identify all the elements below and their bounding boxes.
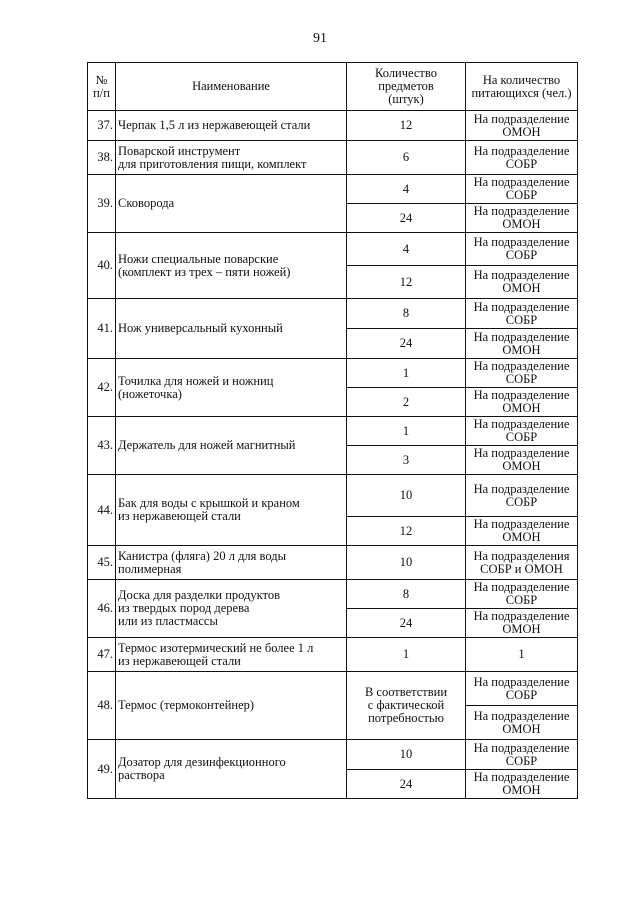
item-quantity: 8 — [347, 580, 466, 609]
item-name: Бак для воды с крышкой и краном из нержавеющей стали — [116, 475, 347, 546]
item-quantity: 1 — [347, 417, 466, 446]
table-row — [88, 672, 578, 706]
item-name: Термос (термоконтейнер) — [116, 672, 347, 740]
item-recipient: На подразделение ОМОН — [466, 388, 578, 417]
item-recipient: 1 — [466, 638, 578, 672]
item-name: Термос изотермический не более 1 л из нержавеющей стали — [116, 638, 347, 672]
item-quantity: 10 — [347, 740, 466, 770]
table-row — [88, 359, 578, 388]
item-quantity: 24 — [347, 609, 466, 638]
header-num: № п/п — [88, 63, 116, 111]
page-number: 91 — [313, 31, 327, 46]
item-recipient: На подразделение СОБР — [466, 580, 578, 609]
header-who: На количество питающихся (чел.) — [466, 63, 578, 111]
item-quantity: 1 — [347, 359, 466, 388]
item-quantity: 2 — [347, 388, 466, 417]
item-quantity: 24 — [347, 770, 466, 799]
item-quantity: 4 — [347, 175, 466, 204]
item-name: Точилка для ножей и ножниц (ножеточка) — [116, 359, 347, 417]
item-recipient: На подразделение ОМОН — [466, 266, 578, 299]
row-number: 40. — [88, 233, 116, 299]
row-number: 49. — [88, 740, 116, 799]
item-recipient: На подразделение СОБР — [466, 175, 578, 204]
row-number: 41. — [88, 299, 116, 359]
table-row — [88, 175, 578, 204]
item-recipient: На подразделение ОМОН — [466, 517, 578, 546]
item-quantity: 24 — [347, 329, 466, 359]
item-quantity: 3 — [347, 446, 466, 475]
table-row — [88, 417, 578, 446]
item-recipient: На подразделение ОМОН — [466, 111, 578, 141]
item-name: Ножи специальные поварские (комплект из трех – пяти ножей) — [116, 233, 347, 299]
item-recipient: На подразделение ОМОН — [466, 204, 578, 233]
row-number: 46. — [88, 580, 116, 638]
row-number: 45. — [88, 546, 116, 580]
row-number: 37. — [88, 111, 116, 141]
item-recipient: На подразделение СОБР — [466, 475, 578, 517]
table-row — [88, 475, 578, 517]
table-row — [88, 299, 578, 329]
table-row — [88, 740, 578, 770]
table-row — [88, 141, 578, 175]
item-quantity: 10 — [347, 546, 466, 580]
item-quantity: 8 — [347, 299, 466, 329]
item-name: Доска для разделки продуктов из твердых пород дерева или из пластмассы — [116, 580, 347, 638]
item-quantity: 1 — [347, 638, 466, 672]
item-quantity: 12 — [347, 111, 466, 141]
table-row — [88, 233, 578, 266]
item-recipient: На подразделение СОБР — [466, 299, 578, 329]
item-name: Черпак 1,5 л из нержавеющей стали — [116, 111, 347, 141]
item-recipient: На подразделение ОМОН — [466, 706, 578, 740]
item-recipient: На подразделения СОБР и ОМОН — [466, 546, 578, 580]
table-header-row — [88, 63, 578, 111]
row-number: 42. — [88, 359, 116, 417]
item-recipient: На подразделение ОМОН — [466, 446, 578, 475]
item-recipient: На подразделение СОБР — [466, 359, 578, 388]
table-row — [88, 111, 578, 141]
row-number: 47. — [88, 638, 116, 672]
item-recipient: На подразделение ОМОН — [466, 329, 578, 359]
row-number: 43. — [88, 417, 116, 475]
item-quantity: 12 — [347, 266, 466, 299]
equipment-table — [87, 62, 578, 799]
item-recipient: На подразделение СОБР — [466, 233, 578, 266]
item-name: Сковорода — [116, 175, 347, 233]
item-recipient: На подразделение ОМОН — [466, 770, 578, 799]
table-row — [88, 546, 578, 580]
row-number: 38. — [88, 141, 116, 175]
header-name: Наименование — [116, 63, 347, 111]
item-recipient: На подразделение СОБР — [466, 141, 578, 175]
item-name: Поварской инструмент для приготовления пищи, комплект — [116, 141, 347, 175]
item-quantity: 24 — [347, 204, 466, 233]
item-name: Канистра (фляга) 20 л для воды полимерная — [116, 546, 347, 580]
table-row — [88, 638, 578, 672]
item-name: Дозатор для дезинфекционного раствора — [116, 740, 347, 799]
item-recipient: На подразделение СОБР — [466, 417, 578, 446]
table-row — [88, 580, 578, 609]
row-number: 39. — [88, 175, 116, 233]
item-quantity: 4 — [347, 233, 466, 266]
item-quantity: 12 — [347, 517, 466, 546]
item-recipient: На подразделение СОБР — [466, 740, 578, 770]
item-recipient: На подразделение СОБР — [466, 672, 578, 706]
row-number: 44. — [88, 475, 116, 546]
row-number: 48. — [88, 672, 116, 740]
item-name: Держатель для ножей магнитный — [116, 417, 347, 475]
item-name: Нож универсальный кухонный — [116, 299, 347, 359]
item-quantity: 10 — [347, 475, 466, 517]
item-quantity: В соответствии с фактической потребностью — [347, 672, 466, 740]
item-recipient: На подразделение ОМОН — [466, 609, 578, 638]
header-qty: Количество предметов (штук) — [347, 63, 466, 111]
item-quantity: 6 — [347, 141, 466, 175]
